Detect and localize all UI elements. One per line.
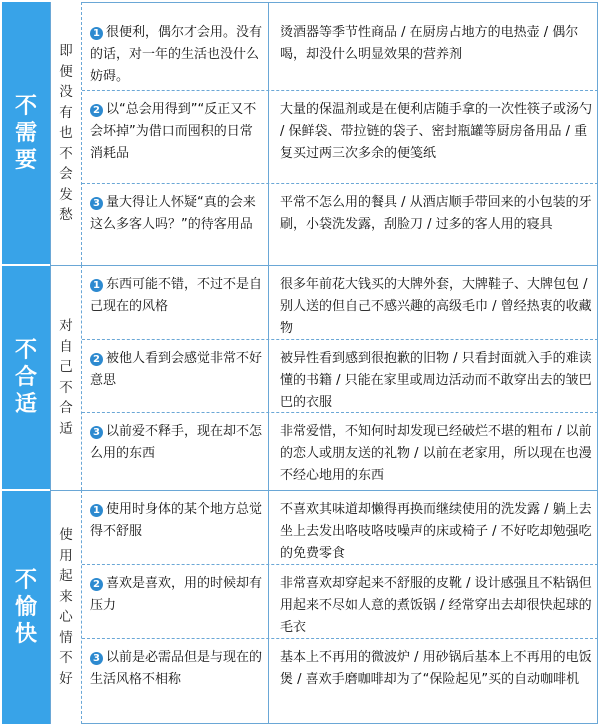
row-examples: 被异性看到感到很抱歉的旧物 / 只看封面就入手的难读懂的书籍 / 只能在家里或周边活动而不敢穿出去的皱巴巴的衣服: [280, 351, 592, 410]
number-badge: 1: [90, 27, 103, 40]
number-badge: 1: [90, 279, 103, 292]
row-examples: 烫酒器等季节性商品 / 在厨房占地方的电热壶 / 偶尔喝，却没什么明显效果的营养剂: [280, 25, 579, 62]
number-badge: 2: [90, 578, 103, 591]
row-description: 3 量大得让人怀疑“真的会来这么多客人吗？”的待客用品: [90, 195, 256, 232]
condition-label-unneeded: 即便没有也不会发愁: [50, 2, 82, 265]
row-description: 3 以前是必需品但是与现在的生活风格不相称: [90, 650, 263, 687]
row-divider: [82, 183, 598, 184]
row-divider: [82, 339, 598, 340]
section-divider: [50, 265, 598, 266]
number-badge: 2: [90, 104, 103, 117]
row-examples: 很多年前花大钱买的大牌外套，大牌鞋子、大牌包包 / 别人送的但自己不感兴趣的高级毛巾 / 曾经热衷的收藏物: [280, 277, 592, 336]
row-description: 2 喜欢是喜欢，用的时候却有压力: [90, 576, 263, 613]
number-badge: 3: [90, 197, 103, 210]
row-examples: 不喜欢其味道却懒得再换而继续使用的洗发露 / 躺上去坐上去发出咯吱咯吱噪声的床或椅子 / 不好吃却勉强吃的免费零食: [280, 502, 592, 561]
row-examples: 大量的保温剂或是在便利店随手拿的一次性筷子或汤勺 / 保鲜袋、带拉链的袋子、密封瓶罐等厨房备用品 / 重复买过两三次多余的便笺纸: [280, 102, 593, 161]
row-examples: 非常喜欢却穿起来不舒服的皮靴 / 设计感强且不粘锅但用起来不尽如人意的煮饭锅 / 经常穿出去却很快起球的毛衣: [280, 576, 592, 635]
row-divider: [82, 638, 598, 639]
category-label-unpleasant: 不愉快: [2, 490, 50, 724]
number-badge: 3: [90, 426, 103, 439]
row-description: 1 东西可能不错，不过不是自己现在的风格: [90, 277, 263, 314]
number-badge: 2: [90, 353, 103, 366]
row-description: 1 很便利，偶尔才会用。没有的话，对一年的生活也没什么妨碍。: [90, 25, 263, 84]
row-description: 2 以“总会用得到”“反正又不会坏掉”为借口而囤积的日常消耗品: [90, 102, 257, 161]
number-badge: 3: [90, 652, 103, 665]
row-examples: 平常不怎么用的餐具 / 从酒店顺手带回来的小包装的牙刷，小袋洗发露，刮脸刀 / 过多的客人用的寝具: [280, 195, 592, 232]
row-divider: [82, 90, 598, 91]
row-description: 1 使用时身体的某个地方总觉得不舒服: [90, 502, 263, 539]
row-divider: [82, 412, 598, 413]
category-label-unsuitable: 不合适: [2, 265, 50, 490]
condition-label-unsuitable: 对自己不合适: [50, 265, 82, 490]
category-label-unneeded: 不需要: [2, 2, 50, 265]
category-divider: [2, 489, 50, 491]
row-examples: 基本上不再用的微波炉 / 用砂锅后基本上不再用的电饭煲 / 喜欢手磨咖啡却为了“保险起见”买的自动咖啡机: [280, 650, 592, 687]
row-description: 2 被他人看到会感觉非常不好意思: [90, 351, 263, 388]
section-divider: [50, 490, 598, 491]
row-description: 3 以前爱不释手，现在却不怎么用的东西: [90, 424, 263, 461]
condition-label-unpleasant: 使用起来心情不好: [50, 490, 82, 724]
number-badge: 1: [90, 504, 103, 517]
category-divider: [2, 264, 50, 266]
row-examples: 非常爱惜，不知何时却发现已经破烂不堪的粗布 / 以前的恋人或朋友送的礼物 / 以前在老家用，所以现在也漫不经心地用的东西: [280, 424, 592, 483]
